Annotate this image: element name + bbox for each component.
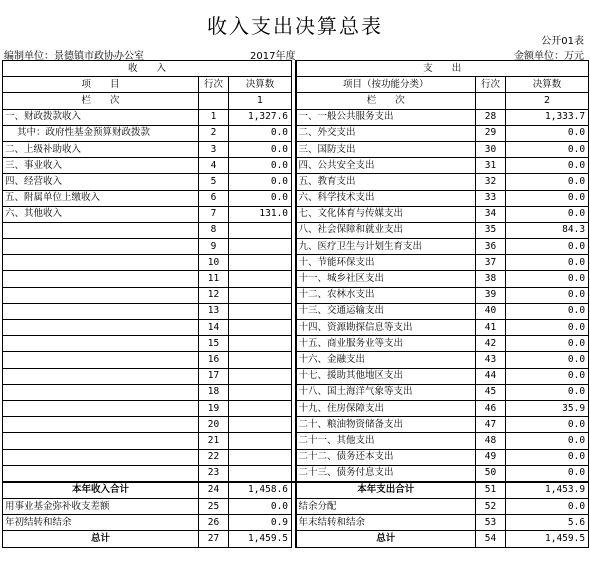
income-item-cell: 六、其他收入: [3, 206, 199, 222]
income-amount-cell: 0.0: [229, 499, 292, 515]
income-item-cell: [3, 384, 199, 400]
expense-amount-cell: 0.0: [506, 320, 589, 336]
table-row: [3, 433, 589, 449]
expense-amount-cell: 0.0: [506, 449, 589, 465]
expense-item-cell: 十二、农林水支出: [296, 287, 476, 303]
table-row: [3, 465, 589, 482]
income-line-cell: 11: [199, 271, 229, 287]
expense-item-cell: 十九、住房保障支出: [296, 400, 476, 416]
income-amount-header: 决算数: [229, 77, 292, 93]
table-row: [3, 141, 589, 157]
expense-item-cell: 十八、国土海洋气象等支出: [296, 384, 476, 400]
income-item-cell: 总计: [3, 531, 199, 547]
table-row: [3, 222, 589, 238]
table-row: [3, 125, 589, 141]
income-line-cell: 20: [199, 417, 229, 433]
expense-line-cell: 40: [476, 303, 506, 319]
income-item-cell: [3, 303, 199, 319]
expense-amount-cell: 0.0: [506, 158, 589, 174]
expense-line-cell: 46: [476, 400, 506, 416]
table-row: [3, 174, 589, 190]
expense-line-cell: 47: [476, 417, 506, 433]
expense-line-cell: 42: [476, 336, 506, 352]
table-row: [3, 109, 589, 125]
expense-amount-cell: 0.0: [506, 352, 589, 368]
expense-line-cell: 29: [476, 125, 506, 141]
expense-line-cell: 37: [476, 255, 506, 271]
income-line-cell: 19: [199, 400, 229, 416]
expense-amount-cell: 0.0: [506, 465, 589, 482]
expense-line-cell: 44: [476, 368, 506, 384]
expense-line-cell: 52: [476, 499, 506, 515]
expense-amount-cell: 0.0: [506, 287, 589, 303]
income-line-header: 行次: [199, 77, 229, 93]
table-row: [3, 352, 589, 368]
table-row: [3, 255, 589, 271]
expense-amount-cell: 0.0: [506, 239, 589, 255]
expense-line-cell: 35: [476, 222, 506, 238]
header-row-index: [3, 93, 589, 109]
expense-item-cell: 结余分配: [296, 499, 476, 515]
income-line-cell: 25: [199, 499, 229, 515]
income-line-cell: 15: [199, 336, 229, 352]
income-amount-cell: [229, 239, 292, 255]
expense-item-cell: 一、一般公共服务支出: [296, 109, 476, 125]
expense-line-cell: 28: [476, 109, 506, 125]
expense-amount-cell: 0.0: [506, 433, 589, 449]
income-amount-cell: 1,327.6: [229, 109, 292, 125]
reporting-unit: 编制单位：景德镇市政协办公室: [4, 51, 144, 62]
expense-line-cell: 34: [476, 206, 506, 222]
income-amount-cell: 1,458.6: [229, 482, 292, 499]
expense-line-cell: 33: [476, 190, 506, 206]
income-item-cell: [3, 271, 199, 287]
expense-amount-cell: 0.0: [506, 255, 589, 271]
expense-amount-cell: 0.0: [506, 417, 589, 433]
expense-item-cell: 十一、城乡社区支出: [296, 271, 476, 287]
income-amount-cell: [229, 465, 292, 482]
income-line-cell: 2: [199, 125, 229, 141]
expense-item-cell: 八、社会保障和就业支出: [296, 222, 476, 238]
income-item-cell: 三、事业收入: [3, 158, 199, 174]
income-item-cell: [3, 287, 199, 303]
table-row: [3, 449, 589, 465]
income-amount-cell: 131.0: [229, 206, 292, 222]
expense-item-cell: 七、文化体育与传媒支出: [296, 206, 476, 222]
table-row: [3, 158, 589, 174]
form-number: 公开01表: [541, 36, 584, 47]
income-line-cell: 18: [199, 384, 229, 400]
income-line-cell: 9: [199, 239, 229, 255]
income-item-cell: [3, 417, 199, 433]
expense-column-label: 栏 次: [296, 93, 476, 109]
income-line-cell: 8: [199, 222, 229, 238]
expense-line-cell: 39: [476, 287, 506, 303]
income-item-cell: 其中：政府性基金预算财政拨款: [3, 125, 199, 141]
expense-item-cell: 三、国防支出: [296, 141, 476, 157]
income-item-cell: [3, 400, 199, 416]
total-row: [3, 515, 589, 531]
table-row: [3, 303, 589, 319]
income-amount-cell: [229, 384, 292, 400]
expense-item-cell: 二十二、债务还本支出: [296, 449, 476, 465]
income-amount-cell: 0.0: [229, 174, 292, 190]
total-row: [3, 482, 589, 499]
income-line-cell: 10: [199, 255, 229, 271]
expense-item-header: 项目（按功能分类）: [296, 77, 476, 93]
amount-unit: 金额单位：万元: [514, 51, 584, 62]
income-line-cell: 21: [199, 433, 229, 449]
expense-amount-cell: 0.0: [506, 125, 589, 141]
expense-amount-cell: 0.0: [506, 141, 589, 157]
table-row: [3, 287, 589, 303]
expense-amount-cell: 5.6: [506, 515, 589, 531]
header-row-columns: [3, 77, 589, 93]
income-amount-cell: 0.0: [229, 158, 292, 174]
table-row: [3, 239, 589, 255]
income-line-cell: 17: [199, 368, 229, 384]
expense-item-cell: 本年支出合计: [296, 482, 476, 499]
income-amount-cell: [229, 303, 292, 319]
expense-amount-cell: 1,453.9: [506, 482, 589, 499]
income-line-cell: 7: [199, 206, 229, 222]
expense-line-cell: 43: [476, 352, 506, 368]
income-line-cell: 22: [199, 449, 229, 465]
expense-item-cell: 十四、资源勘探信息等支出: [296, 320, 476, 336]
table-row: [3, 271, 589, 287]
expense-line-cell: 41: [476, 320, 506, 336]
expense-amount-cell: 0.0: [506, 384, 589, 400]
income-item-cell: [3, 320, 199, 336]
income-line-cell: 5: [199, 174, 229, 190]
income-line-cell: 13: [199, 303, 229, 319]
income-amount-cell: [229, 433, 292, 449]
budget-table: [2, 60, 589, 548]
income-amount-cell: 0.0: [229, 190, 292, 206]
income-item-cell: [3, 449, 199, 465]
income-item-cell: [3, 465, 199, 482]
expense-line-cell: 32: [476, 174, 506, 190]
income-amount-cell: 1,459.5: [229, 531, 292, 547]
expense-amount-cell: 0.0: [506, 206, 589, 222]
expense-line-header: 行次: [476, 77, 506, 93]
table-row: [3, 400, 589, 416]
income-amount-cell: [229, 287, 292, 303]
expense-item-cell: 四、公共安全支出: [296, 158, 476, 174]
table-body: [3, 61, 589, 548]
total-row: [3, 531, 589, 547]
expense-item-cell: 二十三、债务付息支出: [296, 465, 476, 482]
expense-line-cell: 54: [476, 531, 506, 547]
expense-item-cell: 十六、金融支出: [296, 352, 476, 368]
income-column-label: 栏 次: [3, 93, 199, 109]
income-line-cell: 24: [199, 482, 229, 499]
income-item-cell: 四、经营收入: [3, 174, 199, 190]
income-amount-cell: [229, 400, 292, 416]
income-amount-cell: [229, 336, 292, 352]
income-amount-cell: [229, 449, 292, 465]
income-item-cell: [3, 255, 199, 271]
expense-amount-cell: 84.3: [506, 222, 589, 238]
income-line-cell: 3: [199, 141, 229, 157]
income-line-cell: 12: [199, 287, 229, 303]
expense-line-cell: 51: [476, 482, 506, 499]
income-item-cell: [3, 352, 199, 368]
income-header: 收 入: [3, 61, 292, 77]
expense-item-cell: 十七、援助其他地区支出: [296, 368, 476, 384]
income-amount-cell: [229, 368, 292, 384]
income-line-cell: 16: [199, 352, 229, 368]
income-amount-cell: 0.0: [229, 141, 292, 157]
income-amount-cell: [229, 222, 292, 238]
expense-item-cell: 二、外交支出: [296, 125, 476, 141]
income-line-cell: 14: [199, 320, 229, 336]
expense-amount-cell: 1,459.5: [506, 531, 589, 547]
expense-amount-cell: 0.0: [506, 190, 589, 206]
table-row: [3, 336, 589, 352]
expense-amount-cell: 0.0: [506, 303, 589, 319]
income-item-cell: 本年收入合计: [3, 482, 199, 499]
total-row: [3, 499, 589, 515]
table-row: [3, 417, 589, 433]
expense-amount-cell: 0.0: [506, 336, 589, 352]
expense-amount-header: 决算数: [506, 77, 589, 93]
expense-item-cell: 年末结转和结余: [296, 515, 476, 531]
expense-item-cell: 二十、粮油物资储备支出: [296, 417, 476, 433]
expense-item-cell: 十三、交通运输支出: [296, 303, 476, 319]
income-item-cell: 用事业基金弥补收支差额: [3, 499, 199, 515]
expense-item-cell: 总计: [296, 531, 476, 547]
income-line-cell: 6: [199, 190, 229, 206]
fiscal-year: 2017年度: [250, 51, 296, 62]
income-line-empty: [199, 93, 229, 109]
income-line-cell: 4: [199, 158, 229, 174]
income-item-cell: 五、附属单位上缴收入: [3, 190, 199, 206]
income-line-cell: 1: [199, 109, 229, 125]
expense-item-cell: 五、教育支出: [296, 174, 476, 190]
income-amount-cell: [229, 271, 292, 287]
expense-item-cell: 十、节能环保支出: [296, 255, 476, 271]
expense-line-cell: 53: [476, 515, 506, 531]
expense-amount-cell: 0.0: [506, 271, 589, 287]
expense-line-cell: 38: [476, 271, 506, 287]
expense-line-cell: 50: [476, 465, 506, 482]
expense-item-cell: 六、科学技术支出: [296, 190, 476, 206]
expense-item-cell: 九、医疗卫生与计划生育支出: [296, 239, 476, 255]
income-amount-cell: [229, 320, 292, 336]
income-amount-cell: [229, 417, 292, 433]
table-row: [3, 190, 589, 206]
table-row: [3, 384, 589, 400]
page-title: 收入支出决算总表: [207, 14, 383, 38]
expense-line-cell: 36: [476, 239, 506, 255]
income-amount-cell: [229, 255, 292, 271]
expense-amount-cell: 0.0: [506, 499, 589, 515]
header-row-section: [3, 61, 589, 77]
table-row: [3, 368, 589, 384]
expense-amount-cell: 0.0: [506, 174, 589, 190]
expense-item-cell: 二十一、其他支出: [296, 433, 476, 449]
expense-line-cell: 30: [476, 141, 506, 157]
expense-header: 支 出: [296, 61, 589, 77]
income-item-cell: 一、财政拨款收入: [3, 109, 199, 125]
income-line-cell: 27: [199, 531, 229, 547]
expense-line-cell: 45: [476, 384, 506, 400]
expense-amount-cell: 35.9: [506, 400, 589, 416]
expense-amount-cell: 0.0: [506, 368, 589, 384]
expense-line-empty: [476, 93, 506, 109]
income-amount-cell: 0.9: [229, 515, 292, 531]
income-item-cell: [3, 368, 199, 384]
income-column-index: 1: [229, 93, 292, 109]
income-amount-cell: [229, 352, 292, 368]
income-item-cell: [3, 239, 199, 255]
expense-line-cell: 49: [476, 449, 506, 465]
table-row: [3, 320, 589, 336]
income-amount-cell: 0.0: [229, 125, 292, 141]
income-item-cell: [3, 222, 199, 238]
expense-line-cell: 48: [476, 433, 506, 449]
expense-column-index: 2: [506, 93, 589, 109]
table-row: [3, 206, 589, 222]
income-item-cell: 二、上级补助收入: [3, 141, 199, 157]
income-item-cell: [3, 336, 199, 352]
expense-line-cell: 31: [476, 158, 506, 174]
income-item-cell: [3, 433, 199, 449]
income-line-cell: 23: [199, 465, 229, 482]
expense-amount-cell: 1,333.7: [506, 109, 589, 125]
expense-item-cell: 十五、商业服务业等支出: [296, 336, 476, 352]
income-item-header: 项 目: [3, 77, 199, 93]
income-line-cell: 26: [199, 515, 229, 531]
income-item-cell: 年初结转和结余: [3, 515, 199, 531]
